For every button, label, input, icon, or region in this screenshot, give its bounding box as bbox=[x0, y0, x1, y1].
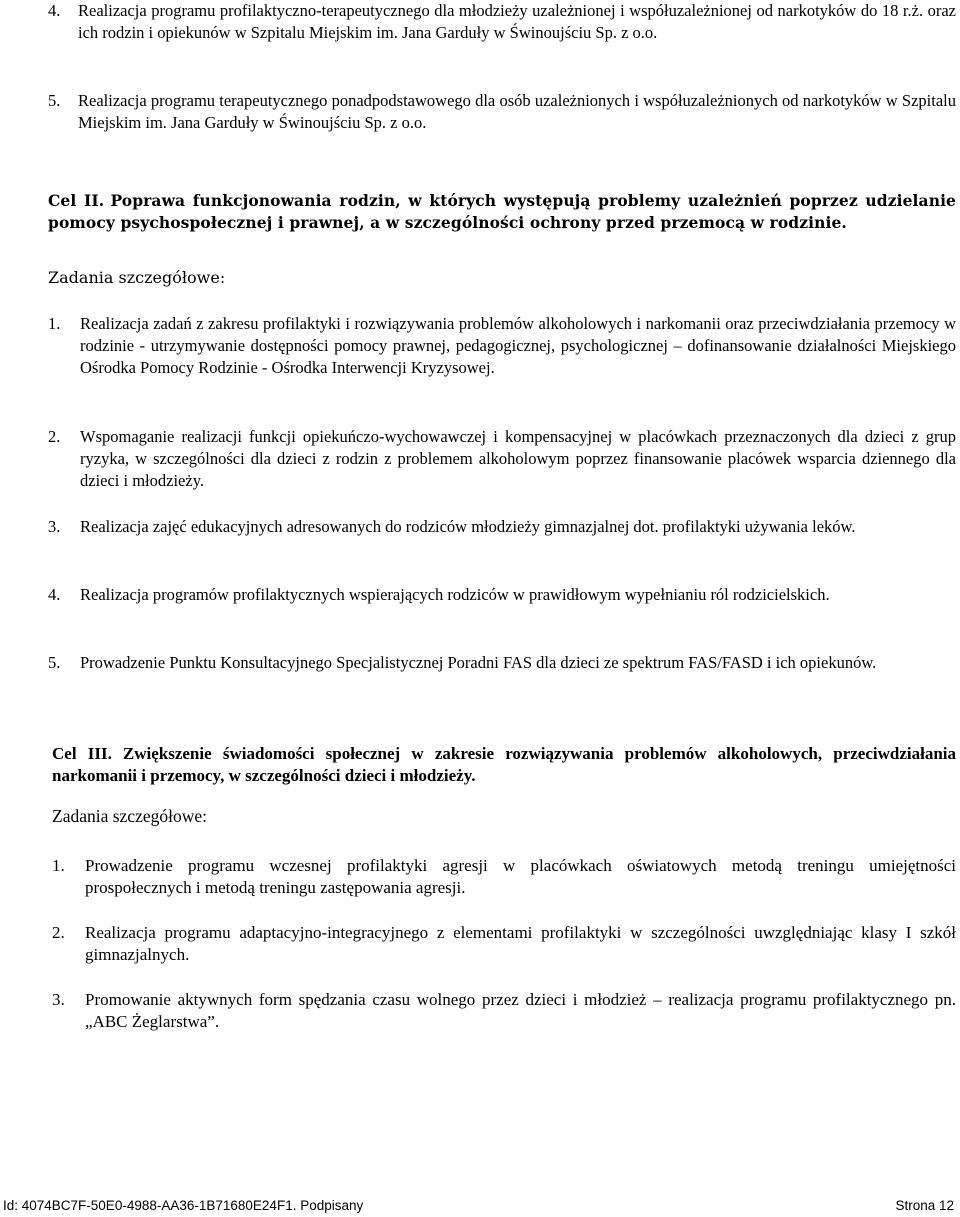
list-item bbox=[48, 313, 956, 379]
goal-label: Cel II. bbox=[48, 191, 105, 210]
goal-label: Cel III. bbox=[52, 744, 112, 763]
list-item bbox=[48, 584, 956, 606]
goal-section bbox=[48, 190, 956, 234]
list-number: 3. bbox=[48, 517, 61, 536]
list-text: Realizacja programów profilaktycznych wspierających rodziców w prawidłowym wypełnianiu ról rodzicielskich. bbox=[80, 585, 830, 604]
list-text: Wspomaganie realizacji funkcji opiekuńczo-wychowawczej i kompensacyjnej w placówkach przeznaczonych dla dzieci z grup ryzyka, w szczególności dla dzieci z rodzin z problemem alkoholowym poprzez finansowanie placówek wsparcia dziennego dla dzieci i młodzieży. bbox=[80, 427, 956, 490]
goal-heading: Poprawa funkcjonowania rodzin, w których występują problemy uzależnień poprzez udzielanie pomocy psychospołecznej i prawnej, a w szczególności ochrony przed przemocą w rodzinie. bbox=[48, 191, 957, 232]
list-item bbox=[52, 855, 956, 899]
list-number: 4. bbox=[48, 1, 61, 20]
list-number: 4. bbox=[48, 585, 61, 604]
list-text: Realizacja zajęć edukacyjnych adresowanych do rodziców młodzieży gimnazjalnej dot. profilaktyki używania leków. bbox=[80, 517, 856, 536]
list-number: 1. bbox=[52, 856, 65, 875]
document-id: Id: 4074BC7F-50E0-4988-AA36-1B71680E24F1. Podpisany bbox=[3, 1198, 364, 1213]
page-number: Strona 12 bbox=[895, 1198, 954, 1213]
goal-section bbox=[52, 743, 956, 787]
list-text: Prowadzenie programu wczesnej profilaktyki agresji w placówkach oświatowych metodą treningu umiejętności prospołecznych i metodą treningu zastępowania agresji. bbox=[85, 856, 956, 897]
list-item bbox=[48, 516, 956, 538]
goal-heading: Zwiększenie świadomości społecznej w zakresie rozwiązywania problemów alkoholowych, przeciwdziałania narkomanii i przemocy, w szczególności dzieci i młodzieży. bbox=[52, 744, 957, 785]
list-item bbox=[48, 652, 956, 674]
list-number: 1. bbox=[48, 314, 61, 333]
list-text: Realizacja programu profilaktyczno-terapeutycznego dla młodzieży uzależnionej i współuzależnionej od narkotyków do 18 r.ż. oraz ich rodzin i opiekunów w Szpitalu Miejskim im. Jana Garduły w Świnoujściu Sp. z o.o. bbox=[78, 1, 956, 42]
list-text: Realizacja programu terapeutycznego ponadpodstawowego dla osób uzależnionych i współuzależnionych od narkotyków w Szpitalu Miejskim im. Jana Garduły w Świnoujściu Sp. z o.o. bbox=[78, 91, 956, 132]
list-item bbox=[52, 922, 956, 966]
list-number: 2. bbox=[48, 427, 61, 446]
list-item bbox=[48, 90, 956, 134]
section-title: Zadania szczegółowe: bbox=[52, 806, 207, 826]
list-text: Prowadzenie Punktu Konsultacyjnego Specjalistycznej Poradni FAS dla dzieci ze spektrum FAS/FASD i ich opiekunów. bbox=[80, 653, 877, 672]
list-item bbox=[52, 989, 956, 1033]
list-item bbox=[48, 426, 956, 492]
list-text: Realizacja programu adaptacyjno-integracyjnego z elementami profilaktyki w szczególności uwzględniając klasy I szkół gimnazjalnych. bbox=[85, 923, 956, 964]
list-text: Realizacja zadań z zakresu profilaktyki i rozwiązywania problemów alkoholowych i narkomanii oraz przeciwdziałania przemocy w rodzinie - utrzymywanie dostępności pomocy prawnej, pedagogicznej, psychologicznej – dofinansowanie działalności Miejskiego Ośrodka Pomocy Rodzinie - Ośrodka Interwencji Kryzysowej. bbox=[80, 314, 956, 377]
list-number: 2. bbox=[52, 923, 65, 942]
list-number: 5. bbox=[48, 653, 61, 672]
list-number: 5. bbox=[48, 91, 61, 110]
list-text: Promowanie aktywnych form spędzania czasu wolnego przez dzieci i młodzież – realizacja programu profilaktycznego pn. „ABC Żeglarstwa”. bbox=[85, 990, 956, 1031]
section-title: Zadania szczegółowe: bbox=[48, 268, 226, 287]
list-number: 3. bbox=[52, 990, 65, 1009]
list-item bbox=[48, 0, 956, 44]
